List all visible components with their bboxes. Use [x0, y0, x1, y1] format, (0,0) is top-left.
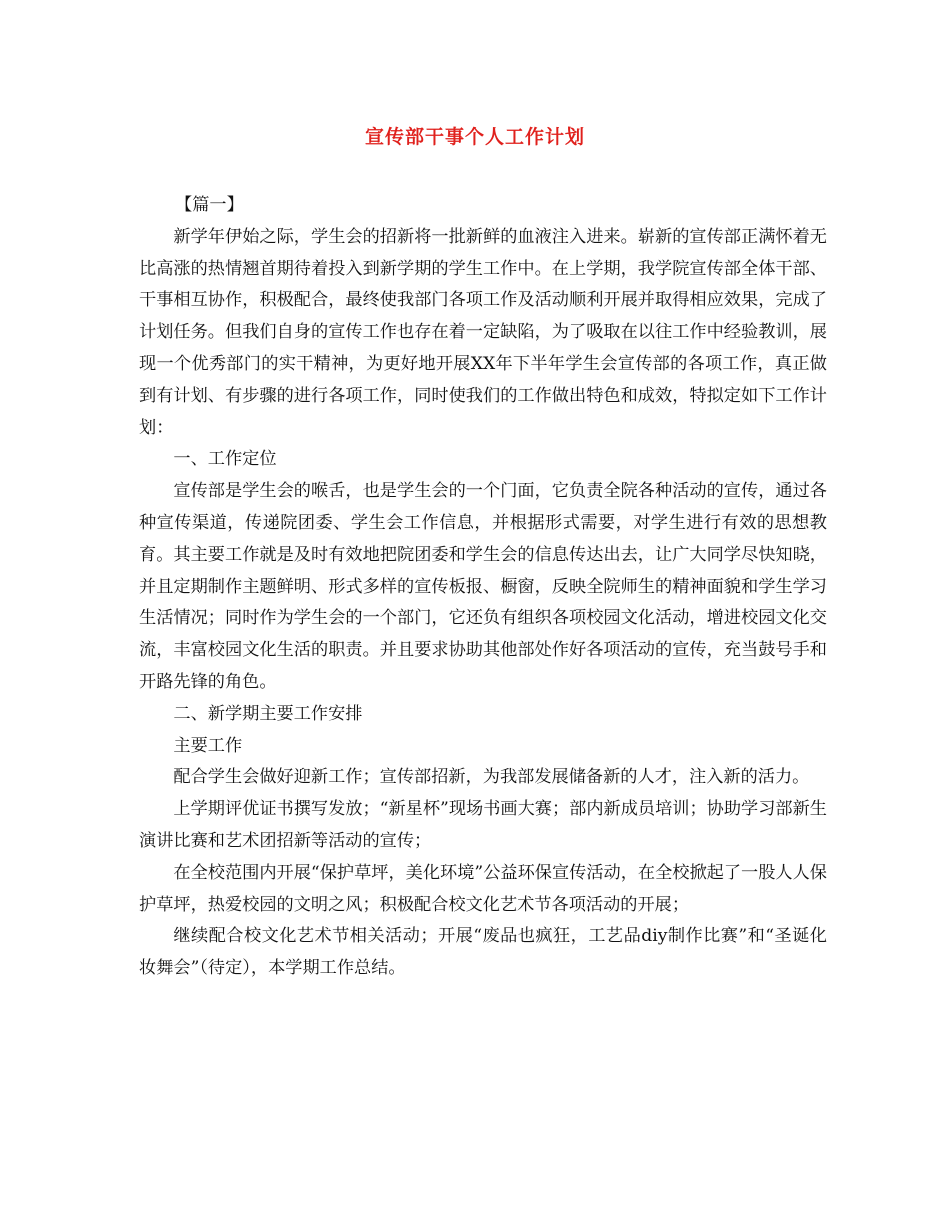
heading-work-positioning: 一、工作定位: [173, 449, 277, 470]
heading-work-arrangement: 二、新学期主要工作安排: [173, 703, 363, 724]
heading-main-work: 主要工作: [173, 735, 243, 756]
paragraph-work-positioning: 宣传部是学生会的喉舌，也是学生会的一个门面，它负责全院各种活动的宣传，通过各种宣传渠道，传递院团委、学生会工作信息，并根据形式需要，对学生进行有效的思想教育。其主要工作就是及时有效地把院团委和学生会的信息传达出去，让广大同学尽快知晓，并且定期制作主题鲜明、形式多样的宣传板报、橱窗，反映全院师生的精神面貌和学生学习生活情况；同时作为学生会的一个部门，它还负有组织各项校园文化活动，增进校园文化交流，丰富校园文化生活的职责。并且要求协助其他部处作好各项活动的宣传，充当鼓号手和开路先锋的角色。: [139, 481, 827, 692]
paragraph-item-3: 在全校范围内开展“保护草坪，美化环境”公益环保宣传活动，在全校掀起了一股人人保护草坪，热爱校园的文明之风；积极配合校文化艺术节各项活动的开展；: [139, 862, 827, 915]
paragraph-item-1: 配合学生会做好迎新工作；宣传部招新，为我部发展储备新的人才，注入新的活力。: [173, 767, 810, 788]
paragraph-item-4: 继续配合校文化艺术节相关活动；开展“废品也疯狂，工艺品diy制作比赛”和“圣诞化妆舞会”（待定），本学期工作总结。: [139, 926, 827, 979]
document-title: 宣传部干事个人工作计划: [364, 126, 585, 148]
paragraph-item-2: 上学期评优证书撰写发放；“新星杯”现场书画大赛；部内新成员培训；协助学习部新生演讲比赛和艺术团招新等活动的宣传；: [139, 799, 827, 851]
section-label-part-one: 【篇一】: [175, 195, 244, 215]
document-body: [139, 190, 827, 985]
paragraph-intro: 新学年伊始之际，学生会的招新将一批新鲜的血液注入进来。崭新的宣传部正满怀着无比高涨的热情翘首期待着投入到新学期的学生工作中。在上学期，我学院宣传部全体干部、干事相互协作，积极配合，最终使我部门各项工作及活动顺利开展并取得相应效果，完成了计划任务。但我们自身的宣传工作也存在着一定缺陷，为了吸取在以往工作中经验教训，展现一个优秀部门的实干精神，为更好地开展XX年下半年学生会宣传部的各项工作，真正做到有计划、有步骤的进行各项工作，同时使我们的工作做出特色和成效，特拟定如下工作计划：: [139, 226, 827, 438]
